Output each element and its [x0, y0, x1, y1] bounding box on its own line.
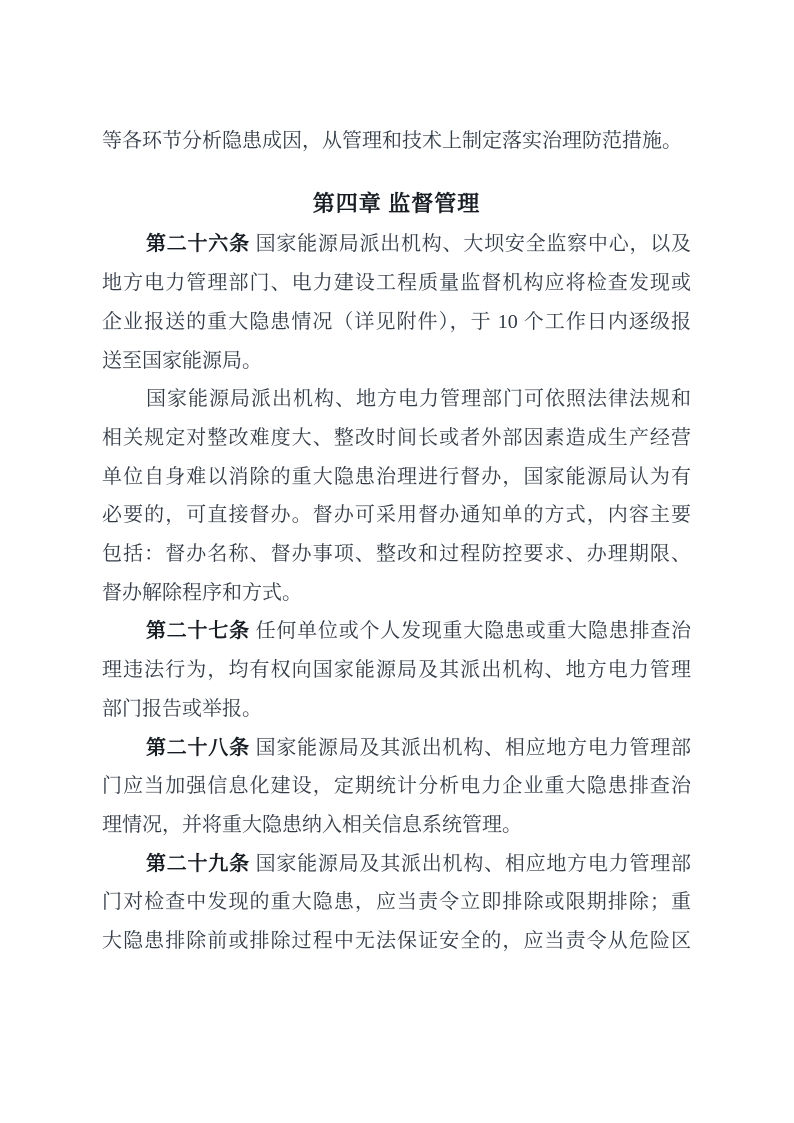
text-line: 包括：督办名称、督办事项、整改和过程防控要求、办理期限、 [102, 543, 691, 566]
text-line: 门对检查中发现的重大隐患，应当责令立即排除或限期排除；重 [102, 891, 691, 914]
text-line: 相关规定对整改难度大、整改时间长或者外部因素造成生产经营 [102, 426, 691, 449]
text-line: 单位自身难以消除的重大隐患治理进行督办，国家能源局认为有 [102, 465, 691, 488]
article-paragraph [102, 845, 691, 961]
article-number: 第二十八条 [146, 736, 250, 759]
text-line: 理违法行为，均有权向国家能源局及其派出机构、地方电力管理 [102, 659, 691, 682]
text-line: 第二十八条 国家能源局及其派出机构、相应地方电力管理部 [146, 736, 692, 759]
text-line: 国家能源局派出机构、地方电力管理部门可依照法律法规和 [146, 388, 691, 411]
text-line: 大隐患排除前或排除过程中无法保证安全的，应当责令从危险区 [102, 930, 691, 953]
text-line: 企业报送的重大隐患情况（详见附件），于 10 个工作日内逐级报 [102, 310, 691, 333]
text-line: 第二十七条 任何单位或个人发现重大隐患或重大隐患排查治 [146, 620, 692, 643]
article-paragraph [102, 225, 691, 380]
text-line: 部门报告或举报。 [102, 697, 262, 720]
text-line: 必要的，可直接督办。督办可采用督办通知单的方式，内容主要 [102, 504, 691, 527]
text-line: 第二十九条 国家能源局及其派出机构、相应地方电力管理部 [146, 852, 692, 875]
article-paragraph [102, 380, 691, 612]
text-line: 地方电力管理部门、电力建设工程质量监督机构应将检查发现或 [102, 272, 691, 295]
article-paragraph [102, 612, 691, 728]
article-paragraph [102, 729, 691, 845]
article-number: 第二十七条 [146, 620, 250, 643]
text-line: 送至国家能源局。 [102, 349, 262, 372]
chapter-heading: 第四章 监督管理 [312, 190, 481, 216]
article-number: 第二十九条 [146, 852, 250, 875]
article-number: 第二十六条 [146, 233, 250, 256]
text-line: 理情况，并将重大隐患纳入相关信息系统管理。 [102, 813, 522, 836]
paragraph-continuation-line: 等各环节分析隐患成因，从管理和技术上制定落实治理防范措施。 [102, 130, 682, 152]
text-line: 第二十六条 国家能源局派出机构、大坝安全监察中心，以及 [146, 233, 692, 256]
article-paragraphs [102, 225, 691, 960]
document-content [102, 122, 691, 961]
text-line: 门应当加强信息化建设，定期统计分析电力企业重大隐患排查治 [102, 775, 691, 798]
text-line: 督办解除程序和方式。 [102, 581, 302, 604]
